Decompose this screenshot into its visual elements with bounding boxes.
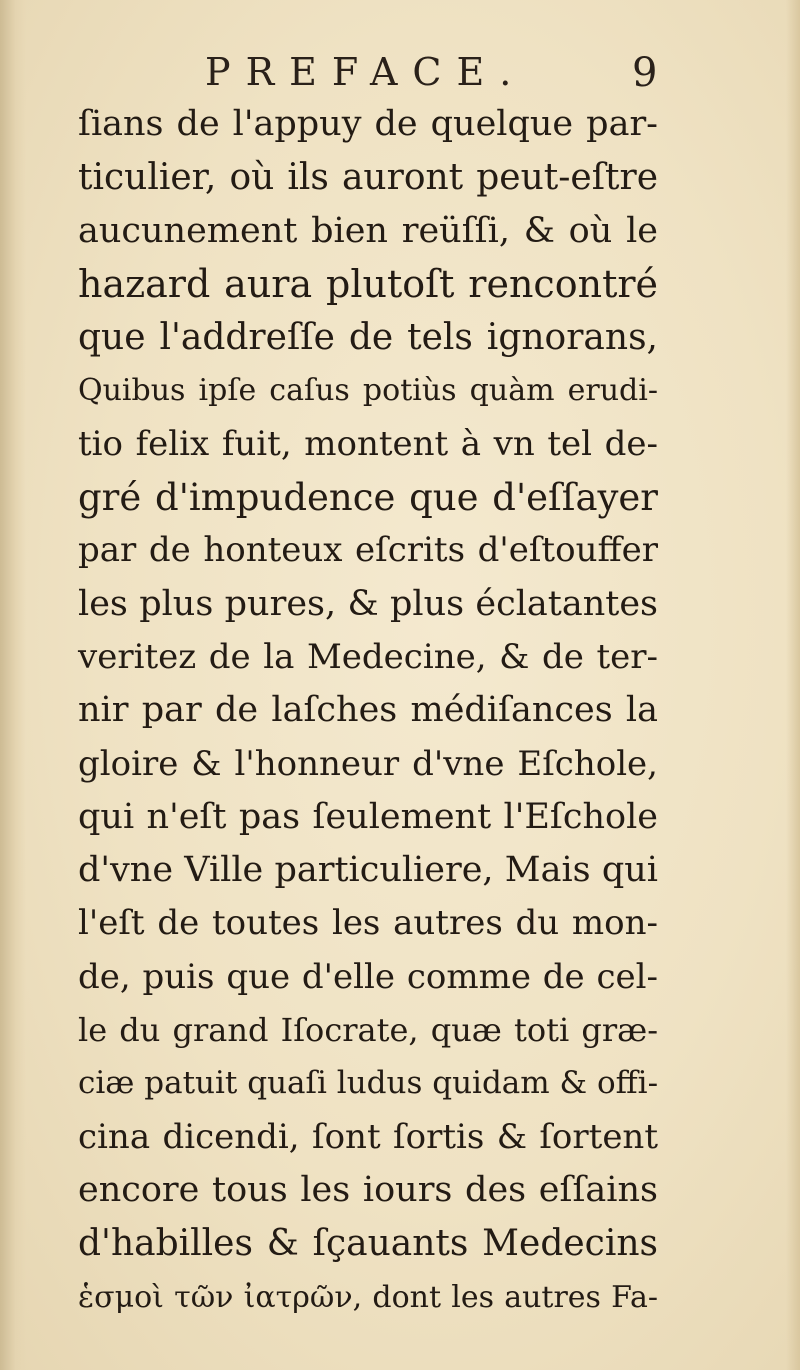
text-line: encore tous les iours des eſſains xyxy=(78,1169,658,1210)
text-line: qui n'eſt pas ſeulement l'Eſchole xyxy=(78,796,658,837)
text-line: ſians de l'appuy de quelque par- xyxy=(78,104,658,144)
running-head: PREFACE. xyxy=(205,50,527,94)
text-line-latin-quote: ciæ patuit quaſi ludus quidam & offi- xyxy=(78,1065,659,1102)
text-line: nir par de laſches médiſances la xyxy=(78,690,658,731)
text-line: le du grand Iſocrate, quæ toti græ- xyxy=(78,1011,658,1050)
body-text xyxy=(78,98,658,1324)
text-line: les plus pures, & plus éclatantes xyxy=(78,583,658,624)
page-edge xyxy=(786,0,800,1370)
text-line: d'habilles & ſçauants Medecins xyxy=(78,1223,658,1265)
text-line: gloire & l'honneur d'vne Eſchole, xyxy=(78,743,658,784)
page-number: 9 xyxy=(632,50,658,96)
page-header xyxy=(0,50,800,100)
text-line: de, puis que d'elle comme de cel- xyxy=(78,956,658,997)
text-line: gré d'impudence que d'eſſayer xyxy=(78,476,658,520)
text-line: veritez de la Medecine, & de ter- xyxy=(78,636,658,677)
text-line-greek: ἑσμοὶ τῶν ἰατρῶν, dont les autres Fa- xyxy=(78,1279,658,1315)
page-gutter-shadow xyxy=(0,0,26,1370)
text-line: ticulier, où ils auront peut-eſtre xyxy=(78,157,658,199)
text-line: que l'addreſſe de tels ignorans, xyxy=(78,317,658,359)
text-line: l'eſt de toutes les autres du mon- xyxy=(78,903,658,944)
text-line: d'vne Ville particuliere, Mais qui xyxy=(78,850,658,891)
text-line: hazard aura plutoſt rencontré xyxy=(78,261,658,306)
text-line: cina dicendi, ſont ſortis & ſortent xyxy=(78,1116,658,1157)
text-line: aucunement bien reüſſi, & où le xyxy=(78,210,658,251)
text-line-latin-quote: Quibus ipſe caſus potiùs quàm erudi- xyxy=(78,373,658,409)
text-line: tio felix fuit, montent à vn tel de- xyxy=(78,423,658,464)
text-line: par de honteux eſcrits d'eſtouffer xyxy=(78,530,658,571)
